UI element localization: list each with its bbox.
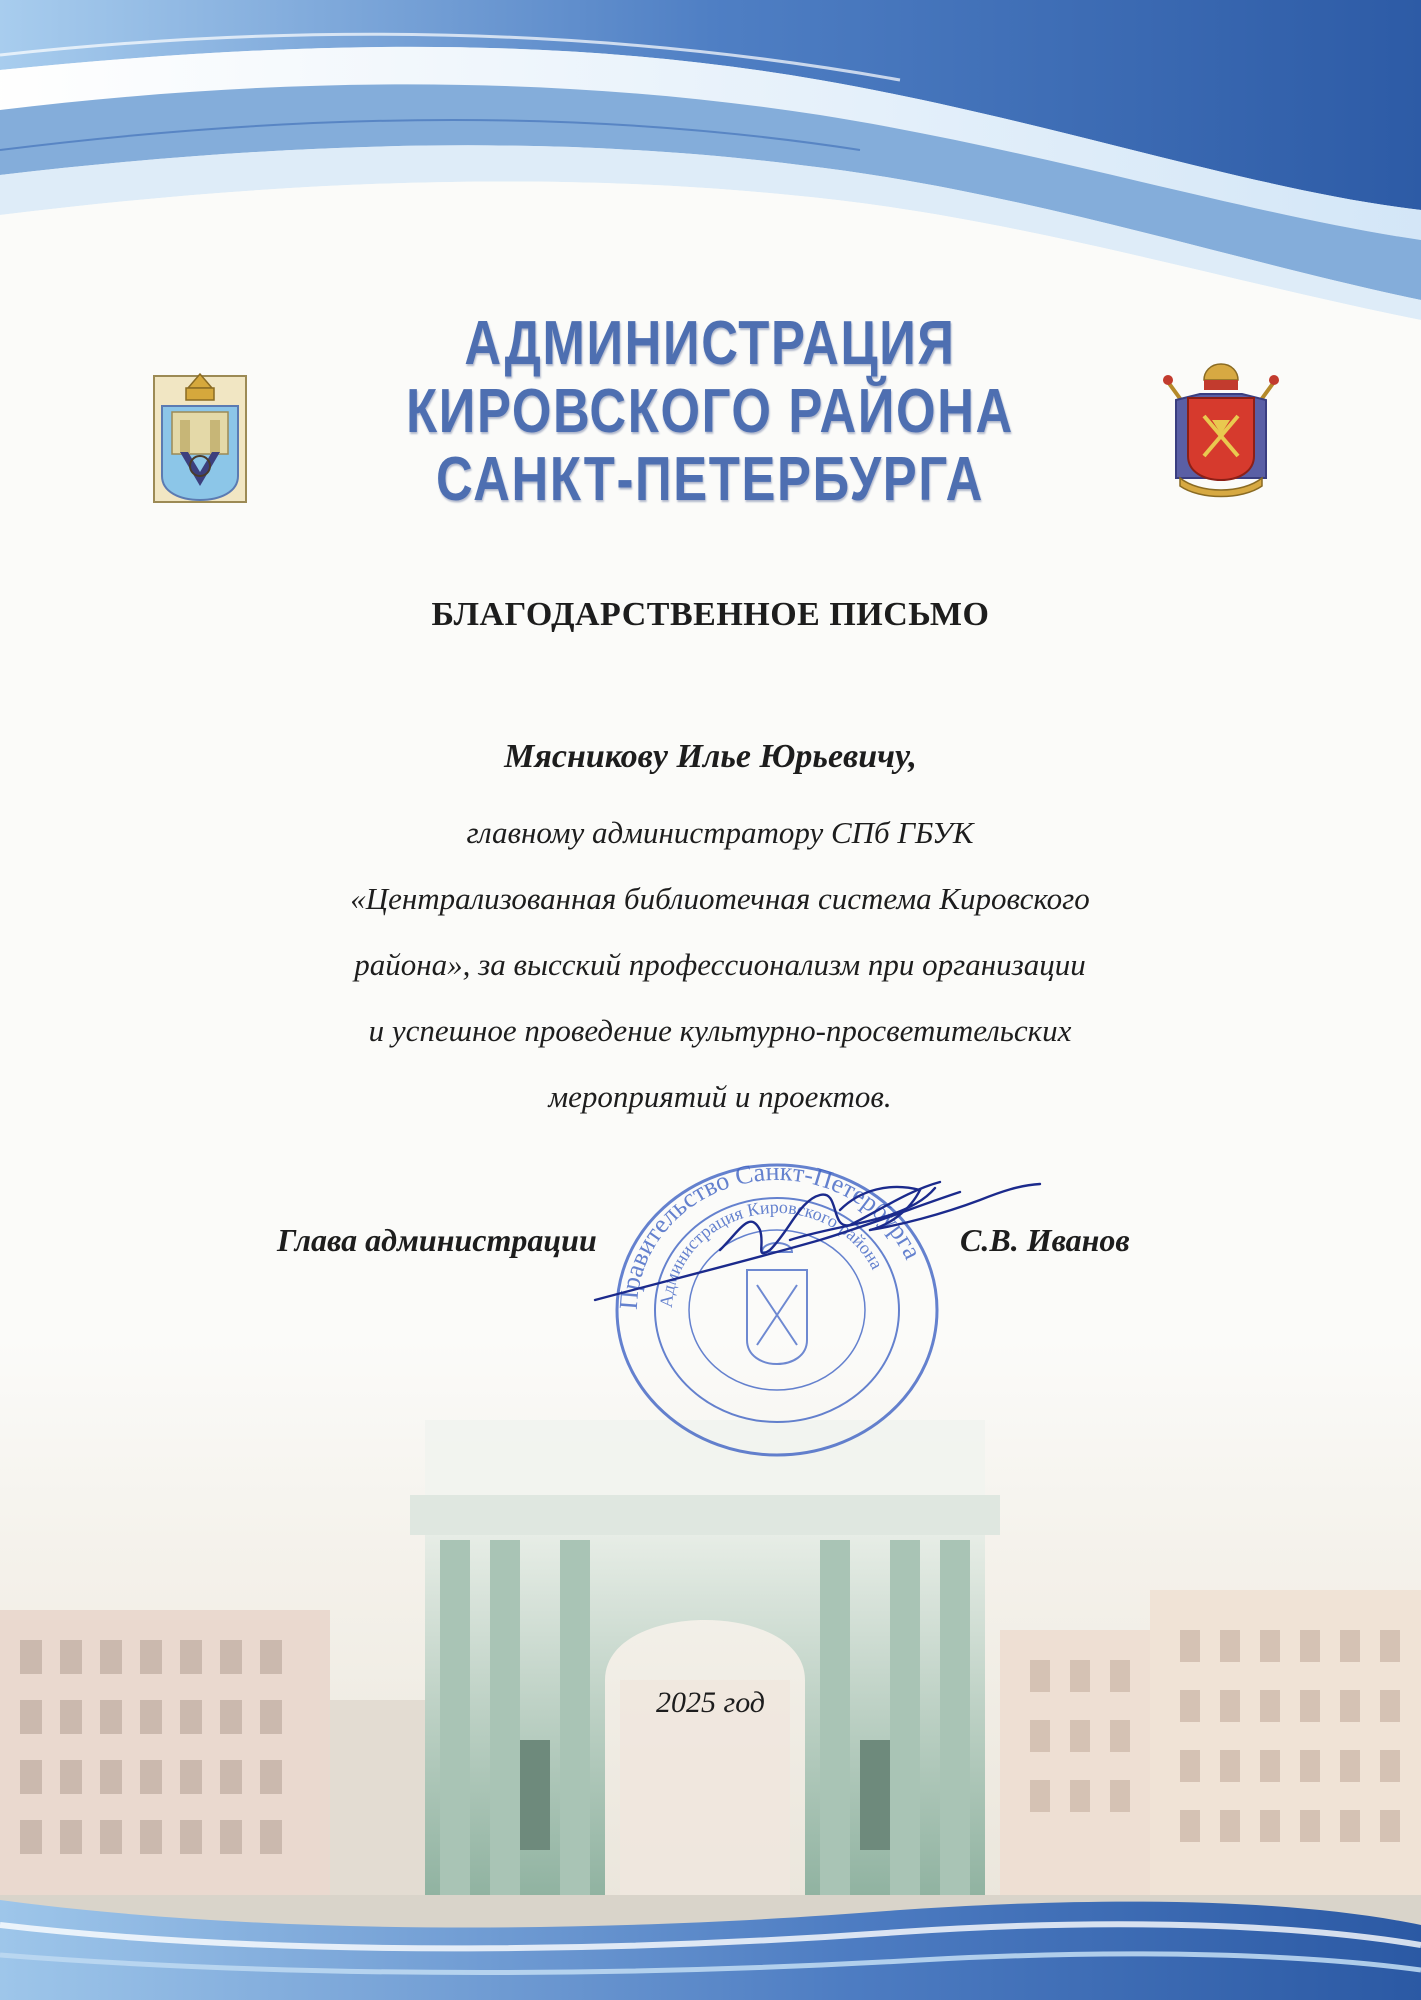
document-year: 2025 год: [656, 1686, 765, 1719]
letter-body: [230, 800, 1210, 1130]
saint-petersburg-coat-of-arms-icon: [1160, 360, 1282, 500]
letter-body-line: главному администратору СПб ГБУК: [466, 815, 974, 850]
organization-title-line-3: САНКТ-ПЕТЕРБУРГА: [436, 445, 984, 514]
stamp-outer-text: Правительство Санкт-Петербурга: [613, 1160, 928, 1311]
letter-body-line: «Централизованная библиотечная система Кировского: [350, 881, 1090, 916]
recipient-name: Мясникову Илье Юрьевичу,: [504, 738, 917, 775]
signer-position: Глава администрации: [277, 1222, 597, 1258]
document-title: БЛАГОДАРСТВЕННОЕ ПИСЬМО: [431, 596, 990, 633]
stamp-inner-text: Администрация Кировского района: [655, 1196, 888, 1309]
organization-title-line-1: АДМИНИСТРАЦИЯ: [464, 309, 956, 378]
letter-body-line: района», за высский профессионализм при организации: [354, 947, 1086, 982]
header-wave-decoration: [0, 0, 1421, 330]
letter-body-line: и успешное проведение культурно-просветительских: [368, 1013, 1072, 1048]
signer-name: С.В. Иванов: [960, 1222, 1130, 1258]
letter-body-line: мероприятий и проектов.: [548, 1079, 892, 1114]
kirovsky-district-coat-of-arms-icon: [150, 366, 250, 504]
organization-title-line-2: КИРОВСКОГО РАЙОНА: [406, 377, 1014, 446]
organization-title: [374, 310, 1046, 514]
